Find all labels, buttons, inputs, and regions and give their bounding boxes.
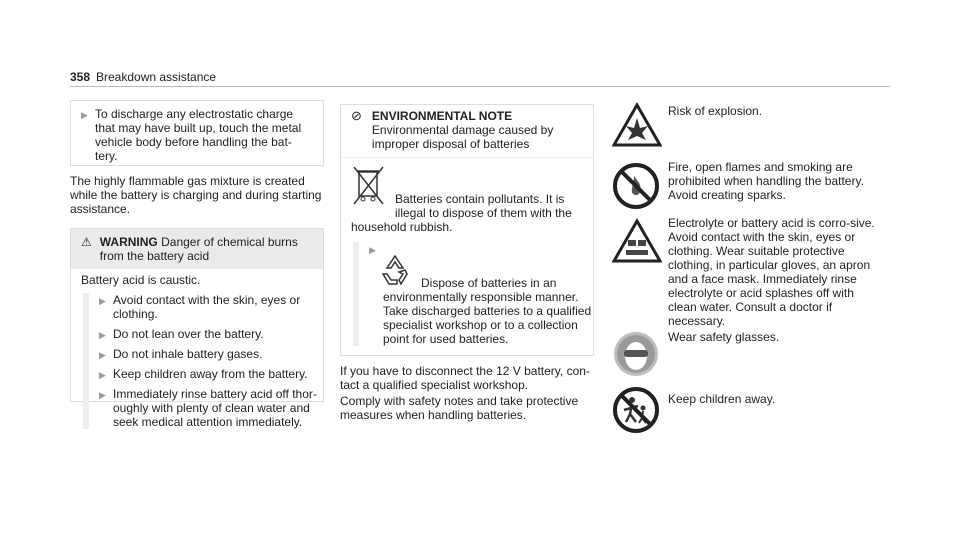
- step-arrow-icon: ▶: [99, 390, 106, 400]
- warning-box: [70, 228, 324, 429]
- environmental-note-body: Batteries contain pollutants. It is illegal to dispose of them with the household rubbish.: [351, 192, 572, 234]
- warning-title: Danger of chemical burns from the battery acid: [99, 235, 298, 263]
- recycling-icon: [377, 252, 413, 288]
- safety-glasses-text: Wear safety glasses.: [668, 330, 780, 344]
- environmental-note-title: Environmental damage caused by improper disposal of batteries: [371, 123, 554, 151]
- corrosive-warning-icon: [612, 218, 662, 264]
- warning-label: WARNING: [99, 235, 158, 249]
- gas-mixture-paragraph: The highly flammable gas mixture is created while the battery is charging and during starting assistance.: [70, 174, 322, 216]
- warning-triangle-icon: ⚠: [81, 235, 92, 249]
- section-title: Breakdown assistance: [96, 70, 217, 84]
- safety-glasses-icon: [612, 330, 660, 378]
- environmental-note-header: [341, 105, 593, 158]
- corrosive-text: Electrolyte or battery acid is corro-sive. Avoid contact with the skin, eyes or clothing. Wear suitable protective clothing, in particular gloves, an apron and a face mask. Immediately rinse electrolyte or acid splashes off with clean water. Consult a doctor if necessary.: [668, 216, 875, 328]
- disconnect-paragraph: If you have to disconnect the 12 V battery, con-tact a qualified specialist workshop.: [340, 364, 590, 392]
- warning-intro: Battery acid is caustic.: [81, 273, 201, 287]
- crossed-out-bin-icon: [351, 164, 387, 208]
- page-number: 358: [70, 70, 91, 84]
- environment-icon: ⊘: [351, 108, 362, 123]
- step-arrow-icon: ▶: [369, 245, 376, 255]
- warning-step: Immediately rinse battery acid off thor-oughly with plenty of clean water and seek medical attention immediately.: [113, 387, 317, 429]
- keep-children-away-icon: [612, 386, 660, 434]
- no-fire-text: Fire, open flames and smoking are prohibited when handling the battery. Avoid creating sparks.: [668, 160, 864, 202]
- warning-step: Keep children away from the battery.: [113, 367, 308, 381]
- step-arrow-icon: ▶: [99, 296, 106, 306]
- step-arrow-icon: ▶: [99, 350, 106, 360]
- explosion-warning-icon: [612, 102, 662, 148]
- warning-step: Do not inhale battery gases.: [113, 347, 263, 361]
- environmental-note-box: [340, 104, 594, 356]
- step-arrow-icon: ▶: [99, 330, 106, 340]
- environmental-steps: [353, 242, 593, 346]
- step-arrow-icon: ▶: [99, 370, 106, 380]
- environmental-step-text: Dispose of batteries in an environmentally responsible manner. Take discharged batteries to a qualified specialist workshop or to a collection point for used batteries.: [383, 276, 592, 346]
- discharge-step-text: To discharge any electrostatic charge that may have built up, touch the metal vehicle body before handling the bat-tery.: [95, 107, 302, 163]
- step-arrow-icon: ▶: [81, 110, 88, 120]
- environmental-note-label: ENVIRONMENTAL NOTE: [371, 109, 513, 123]
- header-divider: [70, 86, 890, 87]
- warning-step: Do not lean over the battery.: [113, 327, 264, 341]
- warning-header: [71, 229, 323, 269]
- no-fire-icon: [612, 162, 660, 210]
- keep-children-away-text: Keep children away.: [668, 392, 776, 406]
- explosion-text: Risk of explosion.: [668, 104, 763, 118]
- warning-step: Avoid contact with the skin, eyes or clothing.: [113, 293, 301, 321]
- warning-steps: [83, 293, 323, 429]
- safety-paragraph: Comply with safety notes and take protective measures when handling batteries.: [340, 394, 579, 422]
- discharge-step-box: [70, 100, 324, 166]
